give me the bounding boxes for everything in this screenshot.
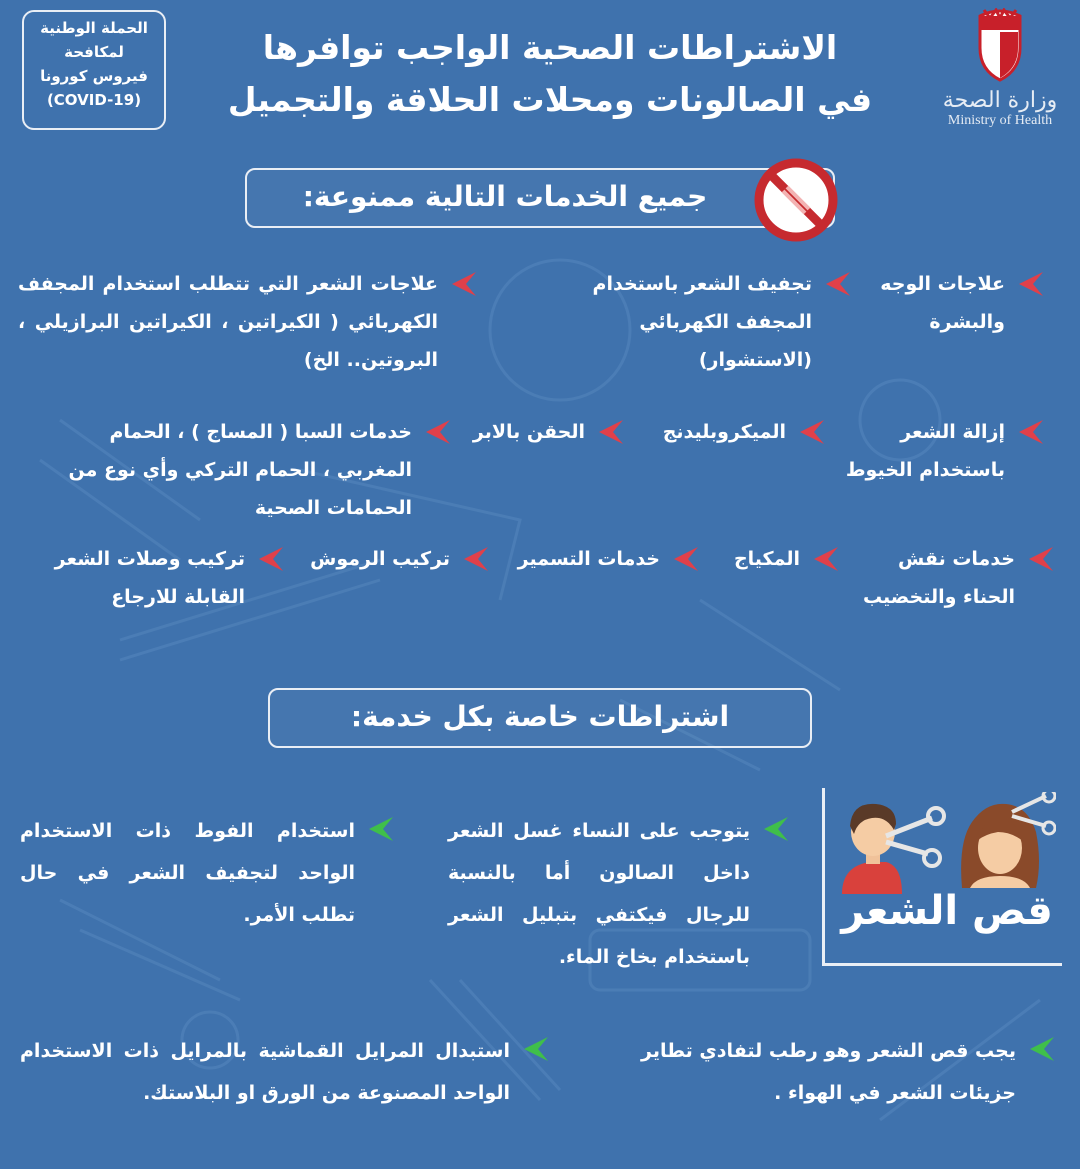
green-chevron-icon — [760, 814, 790, 844]
no-entry-icon — [753, 157, 839, 243]
red-chevron-icon — [595, 417, 625, 447]
red-chevron-icon — [1015, 417, 1045, 447]
red-chevron-icon — [448, 269, 478, 299]
red-chevron-icon — [1025, 544, 1055, 574]
requirement-item-disposable-aprons: استبدال المرايل القماشية بالمرايل ذات الاستخدام الواحد المصنوعة من الورق او البلاستك. — [20, 1030, 550, 1114]
campaign-line-3: فيروس كورونا — [40, 67, 148, 85]
requirements-heading-text: اشتراطات خاصة بكل خدمة: — [350, 700, 730, 733]
green-chevron-icon — [1026, 1034, 1056, 1064]
ministry-logo — [935, 8, 1065, 138]
banned-item-hair-extensions: تركيب وصلات الشعر القابلة للارجاع — [30, 540, 285, 616]
banned-item-tanning: خدمات التسمير — [490, 540, 700, 578]
red-chevron-icon — [422, 417, 452, 447]
requirements-heading — [268, 688, 812, 748]
banned-item-microblading: الميكروبليدنج — [630, 413, 826, 451]
requirement-item-disposable-towels: استخدام الفوط ذات الاستخدام الواحد لتجفيف الشعر في حال تطلب الأمر. — [20, 810, 395, 936]
green-chevron-icon — [520, 1034, 550, 1064]
red-chevron-icon — [1015, 269, 1045, 299]
campaign-badge — [22, 10, 166, 130]
red-chevron-icon — [255, 544, 285, 574]
banned-item-makeup: المكياج — [700, 540, 840, 578]
red-chevron-icon — [822, 269, 852, 299]
red-chevron-icon — [796, 417, 826, 447]
banned-item-hair-drying: تجفيف الشعر باستخدام المجفف الكهربائي (الاستشوار) — [560, 265, 852, 379]
page-title-line-2: في الصالونات ومحلات الحلاقة والتجميل — [227, 80, 873, 119]
requirement-item-wash-hair: يتوجب على النساء غسل الشعر داخل الصالون أما بالنسبة للرجال فيكتفي بتبليل الشعر باستخدام بخاخ الماء. — [448, 810, 790, 978]
banned-services-heading — [245, 168, 835, 228]
banned-heading-text: جميع الخدمات التالية ممنوعة: — [302, 180, 708, 213]
haircut-box-border-left — [822, 788, 825, 966]
ministry-name-ar: وزارة الصحة — [942, 88, 1058, 113]
haircut-box — [822, 788, 1062, 966]
haircut-box-border-bottom — [822, 963, 1062, 966]
woman-haircut-icon — [952, 792, 1056, 892]
requirement-item-wet-cut: يجب قص الشعر وهو رطب لتفادي تطاير جزيئات الشعر في الهواء . — [598, 1030, 1056, 1114]
banned-item-injections: الحقن بالابر — [450, 413, 625, 451]
banned-item-henna: خدمات نقش الحناء والتخضيب — [850, 540, 1055, 616]
banned-item-threading: إزالة الشعر باستخدام الخيوط — [845, 413, 1045, 489]
green-chevron-icon — [365, 814, 395, 844]
man-haircut-icon — [836, 796, 946, 896]
red-chevron-icon — [670, 544, 700, 574]
banned-item-lashes: تركيب الرموش — [290, 540, 490, 578]
banned-item-hair-treatments: علاجات الشعر التي تتطلب استخدام المجفف الكهربائي ( الكيراتين ، الكيراتين البرازيلي ، البروتين.. الخ) — [18, 265, 478, 379]
banned-item-face-skin: علاجات الوجه والبشرة — [875, 265, 1045, 341]
haircut-title: قص الشعر — [841, 888, 1053, 934]
banned-item-spa: خدمات السبا ( المساج ) ، الحمام المغربي ، الحمام التركي وأي نوع من الحمامات الصحية — [40, 413, 452, 527]
page-title-line-1: الاشتراطات الصحية الواجب توافرها — [262, 28, 838, 67]
page-title — [205, 22, 895, 126]
bahrain-emblem-icon — [970, 8, 1030, 82]
red-chevron-icon — [460, 544, 490, 574]
campaign-line-4: (COVID-19) — [46, 91, 142, 109]
red-chevron-icon — [810, 544, 840, 574]
campaign-line-2: لمكافحة — [64, 43, 124, 61]
ministry-name-en: Ministry of Health — [947, 113, 1053, 128]
campaign-line-1: الحملة الوطنية — [40, 19, 148, 37]
